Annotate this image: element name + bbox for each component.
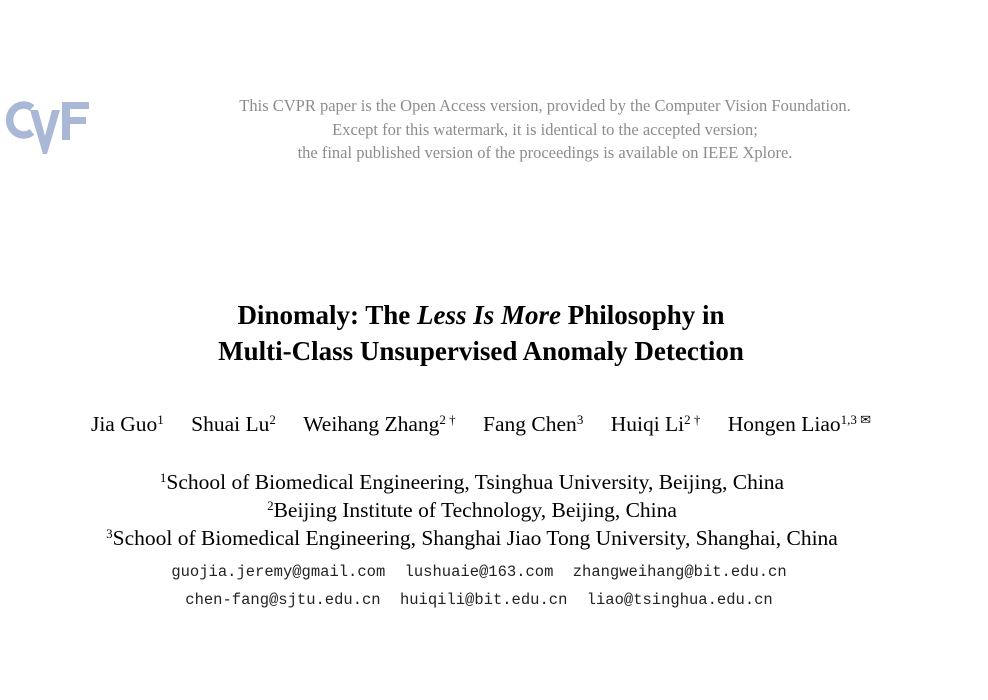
affiliation (0, 496, 944, 524)
watermark-line: the final published version of the proceedings is available on IEEE Xplore. (297, 143, 793, 162)
author-sup: 2 † (439, 412, 456, 427)
author-sup: 1 (157, 412, 164, 427)
author (483, 412, 583, 437)
title-italic-text: Less Is More (416, 300, 561, 330)
title-line-1 (0, 297, 962, 333)
email-link[interactable]: chen-fang@sjtu.edu.cn (185, 591, 381, 609)
cvf-logo (4, 96, 92, 158)
author (728, 412, 871, 437)
author-name: Weihang Zhang (303, 412, 440, 436)
author-name: Huiqi Li (610, 412, 685, 436)
author-name: Fang Chen (483, 412, 577, 436)
author-name: Hongen Liao (727, 412, 841, 436)
affiliation-sup: 3 (106, 526, 113, 541)
email-row (0, 558, 958, 586)
author-sup: 2 † (684, 412, 701, 427)
author (611, 412, 701, 437)
affiliation-sup: 2 (267, 498, 274, 513)
author-sup: 3 (576, 412, 584, 427)
title-line-2: Multi-Class Unsupervised Anomaly Detection (218, 336, 744, 366)
author (91, 412, 164, 437)
email-link[interactable]: lushuaie@163.com (404, 563, 554, 581)
email-link[interactable]: zhangweihang@bit.edu.cn (572, 563, 787, 581)
email-link[interactable]: liao@tsinghua.edu.cn (586, 591, 773, 609)
title-text: Dinomaly: The (237, 300, 417, 330)
affiliation-text: Beijing Institute of Technology, Beijing, China (273, 498, 677, 522)
email-link[interactable]: guojia.jeremy@gmail.com (171, 563, 386, 581)
watermark-line: This CVPR paper is the Open Access version, provided by the Computer Vision Foundation. (239, 96, 851, 115)
affiliation (0, 468, 944, 496)
email-row (0, 586, 958, 614)
affiliation-text: School of Biomedical Engineering, Tsinghua University, Beijing, China (166, 470, 785, 494)
author-sup: 1,3 ✉ (840, 412, 872, 427)
author-sup: 2 (269, 412, 276, 427)
email-list (0, 558, 958, 614)
author-name: Jia Guo (90, 412, 158, 436)
author-list (0, 412, 962, 437)
email-link[interactable]: huiqili@bit.edu.cn (399, 591, 568, 609)
watermark-line: Except for this watermark, it is identical to the accepted version; (332, 119, 758, 139)
paper-title (0, 297, 962, 369)
affiliation-sup: 1 (159, 470, 167, 485)
affiliation-list (0, 468, 944, 552)
cvf-watermark (90, 94, 988, 165)
title-text: Philosophy in (560, 300, 725, 330)
affiliation (0, 524, 944, 552)
author (191, 412, 276, 437)
author (303, 412, 455, 437)
author-name: Shuai Lu (191, 412, 270, 436)
affiliation-text: School of Biomedical Engineering, Shanghai Jiao Tong University, Shanghai, China (112, 526, 838, 550)
